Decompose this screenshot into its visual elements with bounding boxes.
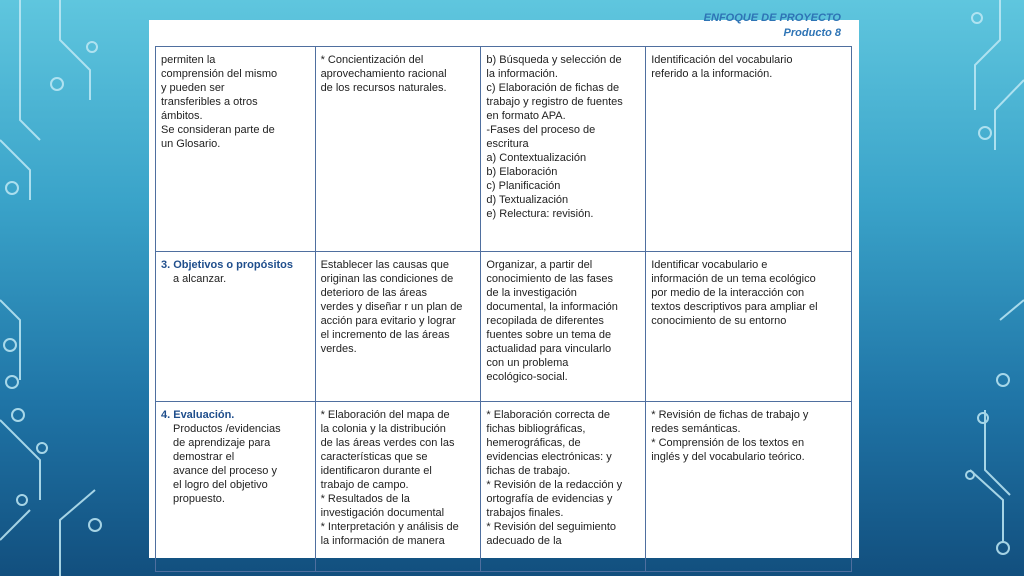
table-cell: * Elaboración correcta de fichas bibliográficas, hemerográficas, de evidencias electrónicas: y fichas de trabajo. * Revisión de la redacción y ortografía de evidencias y trabajos finales. * Revisión del seguimiento adecuado de la (481, 402, 646, 572)
table-cell: Identificar vocabulario e información de un tema ecológico por medio de la interacción con textos descriptivos para ampliar el conocimiento de su entorno (646, 252, 852, 402)
table-cell: Identificación del vocabulario referido a la información. (646, 47, 852, 252)
table-cell: Organizar, a partir del conocimiento de las fases de la investigación documental, la información recopilada de diferentes fuentes sobre un tema de actualidad para vincularlo con un problema ecológico-social. (481, 252, 646, 402)
table-cell: * Revisión de fichas de trabajo y redes semánticas. * Comprensión de los textos en inglés y del vocabulario teórico. (646, 402, 852, 572)
planning-table (155, 46, 852, 572)
header-product-label: Producto 8 (783, 27, 841, 39)
table-cell-criterion: 4. Evaluación. Productos /evidencias de aprendizaje para demostrar el avance del proceso y el logro del objetivo propuesto. (156, 402, 316, 572)
table-row (156, 402, 852, 572)
table-row (156, 47, 852, 252)
table-cell: Establecer las causas que originan las condiciones de deterioro de las áreas verdes y diseñar r un plan de acción para evitario y lograr el incremento de las áreas verdes. (315, 252, 481, 402)
header-project-label: ENFOQUE DE PROYECTO (703, 12, 841, 24)
document-page (149, 12, 859, 558)
table-row (156, 252, 852, 402)
table-cell: b) Búsqueda y selección de la información. c) Elaboración de fichas de trabajo y registro de fuentes en formato APA. -Fases del proceso de escritura a) Contextualización b) Elaboración c) Planificación d) Textualización e) Relectura: revisión. (481, 47, 646, 252)
table-cell-criterion: 3. Objetivos o propósitos a alcanzar. (156, 252, 316, 402)
table-cell: * Elaboración del mapa de la colonia y la distribución de las áreas verdes con las características que se identificaron durante el trabajo de campo. * Resultados de la investigación documental * Interpretación y análisis de la información de manera (315, 402, 481, 572)
table-cell: * Concientización del aprovechamiento racional de los recursos naturales. (315, 47, 481, 252)
table-cell-criterion: permiten la comprensión del mismo y pueden ser transferibles a otros ámbitos. Se consideran parte de un Glosario. (156, 47, 316, 252)
criterion-title: 4. Evaluación. (161, 409, 235, 421)
criterion-title: 3. Objetivos o propósitos (161, 259, 294, 271)
